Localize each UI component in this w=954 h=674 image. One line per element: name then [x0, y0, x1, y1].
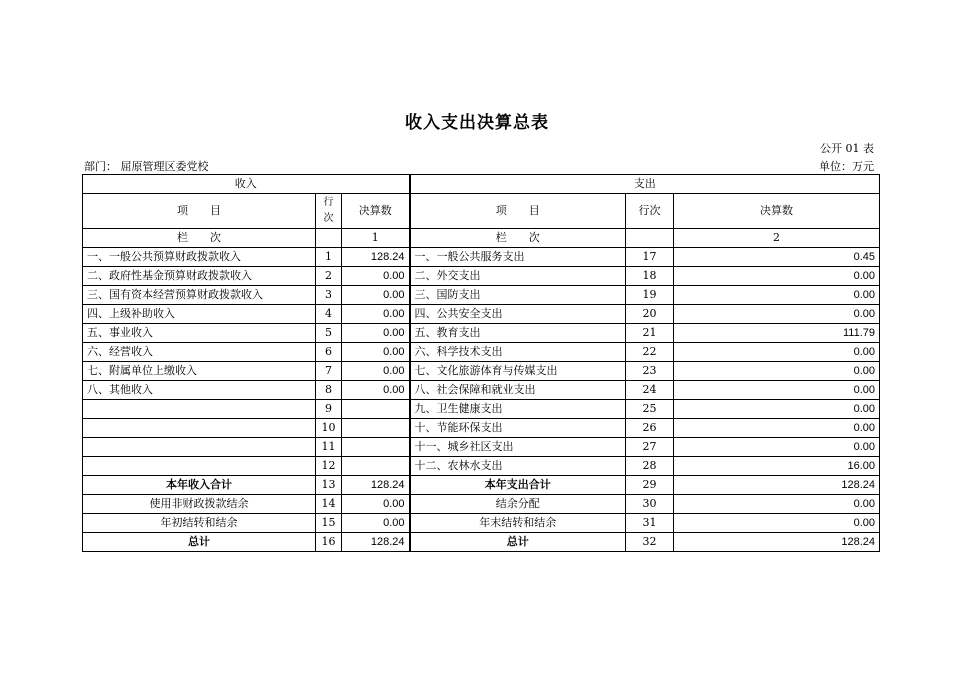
- income-summary-amount: 0.00: [342, 514, 410, 533]
- unit-label: 单位：万元: [819, 160, 874, 173]
- expense-item: 十一、城乡社区支出: [410, 438, 626, 457]
- expense-row-no: 27: [626, 438, 674, 457]
- income-amount: 0.00: [342, 381, 410, 400]
- row-no-char-2: 次: [323, 213, 334, 224]
- table-row: [83, 438, 880, 457]
- expense-summary-item: 结余分配: [410, 495, 626, 514]
- expense-amount-header: 决算数: [674, 194, 880, 229]
- income-column-index-blank: [316, 229, 342, 248]
- expense-summary-amount: 128.24: [674, 533, 880, 552]
- expense-item: 八、社会保障和就业支出: [410, 381, 626, 400]
- expense-row-no: 26: [626, 419, 674, 438]
- summary-row: [83, 476, 880, 495]
- income-amount: 0.00: [342, 305, 410, 324]
- table-row: [83, 248, 880, 267]
- income-summary-item: 本年收入合计: [83, 476, 316, 495]
- expense-row-no: 23: [626, 362, 674, 381]
- table-row: [83, 286, 880, 305]
- income-item: 三、国有资本经营预算财政拨款收入: [83, 286, 316, 305]
- income-item: 五、事业收入: [83, 324, 316, 343]
- income-summary-row-no: 14: [316, 495, 342, 514]
- income-summary-item: 年初结转和结余: [83, 514, 316, 533]
- expense-row-no: 24: [626, 381, 674, 400]
- summary-row: [83, 495, 880, 514]
- expense-summary-amount: 0.00: [674, 495, 880, 514]
- income-item: 七、附属单位上缴收入: [83, 362, 316, 381]
- expense-item-header: 项 目: [410, 194, 626, 229]
- expense-row-no: 19: [626, 286, 674, 305]
- department-label: 部门： 屈原管理区委党校: [84, 160, 209, 173]
- summary-row: [83, 514, 880, 533]
- income-row-no: 2: [316, 267, 342, 286]
- table-row: [83, 381, 880, 400]
- income-amount: 0.00: [342, 286, 410, 305]
- income-row-no: 5: [316, 324, 342, 343]
- expense-amount: 0.00: [674, 400, 880, 419]
- expense-summary-amount: 0.00: [674, 514, 880, 533]
- income-amount: [342, 438, 410, 457]
- table-row: [83, 400, 880, 419]
- income-item: 六、经营收入: [83, 343, 316, 362]
- income-column-index: 1: [342, 229, 410, 248]
- table-row: [83, 362, 880, 381]
- expense-amount: 111.79: [674, 324, 880, 343]
- income-item: [83, 400, 316, 419]
- income-item: [83, 438, 316, 457]
- income-row-no: 7: [316, 362, 342, 381]
- income-amount: 128.24: [342, 248, 410, 267]
- expense-row-no-header: 行次: [626, 194, 674, 229]
- income-summary-row-no: 13: [316, 476, 342, 495]
- expense-row-no: 28: [626, 457, 674, 476]
- expense-item: 五、教育支出: [410, 324, 626, 343]
- expense-item: 六、科学技术支出: [410, 343, 626, 362]
- expense-amount: 0.00: [674, 381, 880, 400]
- income-row-no: 4: [316, 305, 342, 324]
- income-item: 一、一般公共预算财政拨款收入: [83, 248, 316, 267]
- expense-column-label: 栏 次: [410, 229, 626, 248]
- income-item: 四、上级补助收入: [83, 305, 316, 324]
- table-row: [83, 324, 880, 343]
- income-summary-amount: 128.24: [342, 476, 410, 495]
- income-amount: 0.00: [342, 362, 410, 381]
- income-item-header: 项 目: [83, 194, 316, 229]
- expense-amount: 0.00: [674, 343, 880, 362]
- income-row-no: 9: [316, 400, 342, 419]
- income-summary-row-no: 15: [316, 514, 342, 533]
- column-index-row: [83, 229, 880, 248]
- expense-amount: 16.00: [674, 457, 880, 476]
- expense-summary-row-no: 31: [626, 514, 674, 533]
- expense-row-no: 18: [626, 267, 674, 286]
- expense-row-no: 21: [626, 324, 674, 343]
- income-amount: 0.00: [342, 267, 410, 286]
- income-row-no: 6: [316, 343, 342, 362]
- income-item: [83, 457, 316, 476]
- expense-item: 七、文化旅游体育与传媒支出: [410, 362, 626, 381]
- page-title: 收入支出决算总表: [405, 113, 549, 133]
- expense-amount: 0.00: [674, 267, 880, 286]
- income-amount: [342, 419, 410, 438]
- income-row-no: 11: [316, 438, 342, 457]
- income-row-no: 10: [316, 419, 342, 438]
- income-section-header: 收入: [83, 175, 410, 194]
- expense-item: 十二、农林水支出: [410, 457, 626, 476]
- expense-row-no: 22: [626, 343, 674, 362]
- income-expense-table: [82, 174, 880, 552]
- expense-amount: 0.00: [674, 362, 880, 381]
- expense-amount: 0.45: [674, 248, 880, 267]
- income-amount-header: 决算数: [342, 194, 410, 229]
- expense-amount: 0.00: [674, 286, 880, 305]
- column-header-row: [83, 194, 880, 229]
- income-summary-item: 使用非财政拨款结余: [83, 495, 316, 514]
- expense-summary-item: 总计: [410, 533, 626, 552]
- income-row-no: 1: [316, 248, 342, 267]
- table-row: [83, 419, 880, 438]
- expense-summary-row-no: 29: [626, 476, 674, 495]
- expense-row-no: 20: [626, 305, 674, 324]
- table-row: [83, 305, 880, 324]
- expense-item: 九、卫生健康支出: [410, 400, 626, 419]
- income-summary-amount: 128.24: [342, 533, 410, 552]
- income-summary-row-no: 16: [316, 533, 342, 552]
- section-header-row: [83, 175, 880, 194]
- expense-summary-row-no: 32: [626, 533, 674, 552]
- expense-item: 二、外交支出: [410, 267, 626, 286]
- expense-column-index: 2: [674, 229, 880, 248]
- income-row-no-header: [316, 194, 342, 229]
- income-amount: [342, 457, 410, 476]
- income-item: 八、其他收入: [83, 381, 316, 400]
- expense-item: 四、公共安全支出: [410, 305, 626, 324]
- income-row-no: 8: [316, 381, 342, 400]
- expense-row-no: 17: [626, 248, 674, 267]
- summary-row: [83, 533, 880, 552]
- income-row-no: 3: [316, 286, 342, 305]
- expense-row-no: 25: [626, 400, 674, 419]
- expense-amount: 0.00: [674, 305, 880, 324]
- expense-amount: 0.00: [674, 438, 880, 457]
- income-amount: 0.00: [342, 324, 410, 343]
- income-amount: 0.00: [342, 343, 410, 362]
- income-item: [83, 419, 316, 438]
- table-row: [83, 343, 880, 362]
- income-column-label: 栏 次: [83, 229, 316, 248]
- expense-summary-row-no: 30: [626, 495, 674, 514]
- expense-item: 十、节能环保支出: [410, 419, 626, 438]
- expense-summary-amount: 128.24: [674, 476, 880, 495]
- expense-column-index-blank: [626, 229, 674, 248]
- expense-amount: 0.00: [674, 419, 880, 438]
- expense-section-header: 支出: [410, 175, 880, 194]
- expense-item: 三、国防支出: [410, 286, 626, 305]
- table-row: [83, 457, 880, 476]
- form-number: 公开 01 表: [820, 142, 874, 155]
- income-summary-amount: 0.00: [342, 495, 410, 514]
- income-amount: [342, 400, 410, 419]
- expense-summary-item: 年末结转和结余: [410, 514, 626, 533]
- income-row-no: 12: [316, 457, 342, 476]
- income-summary-item: 总计: [83, 533, 316, 552]
- table-row: [83, 267, 880, 286]
- expense-item: 一、一般公共服务支出: [410, 248, 626, 267]
- expense-summary-item: 本年支出合计: [410, 476, 626, 495]
- income-item: 二、政府性基金预算财政拨款收入: [83, 267, 316, 286]
- row-no-char-1: 行: [323, 197, 334, 208]
